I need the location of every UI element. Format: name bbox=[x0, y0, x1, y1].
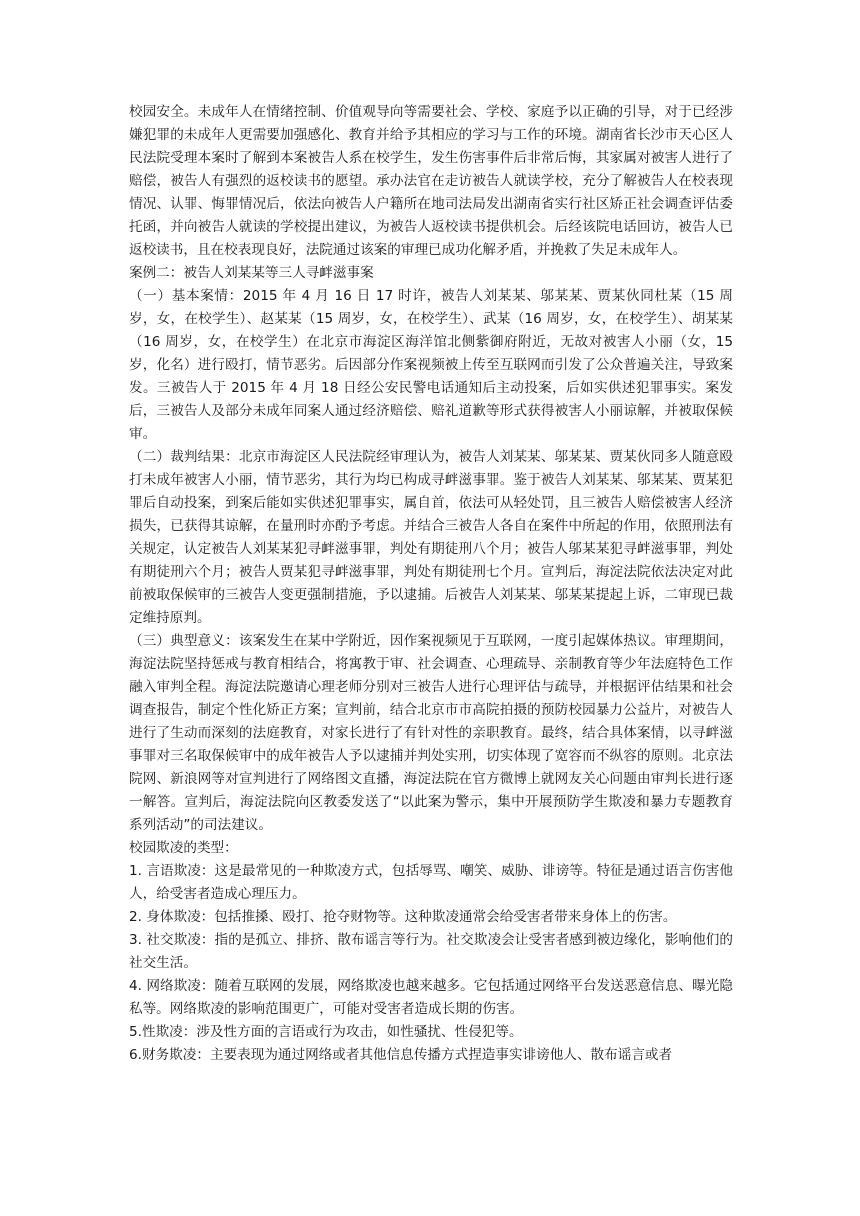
case-two-basic-facts: （一）基本案情：2015 年 4 月 16 日 17 时许，被告人刘某某、邬某某、贾某伙同杜某（15 周岁，女，在校学生）、赵某某（15 周岁，女，在校学生）、武某（16 周岁，女，在校学生）、胡某某（16 周岁，女，在校学生）在北京市海淀区海洋馆北侧紫御府附近，无故对被害人小丽（女，15 岁，化名）进行殴打，情节恶劣。后因部分作案视频被上传至互联网而引发了公众普遍关注，导致案发。三被告人于 2015 年 4 月 18 日经公安民警电话通知后主动投案，后如实供述犯罪事实。案发后，三被告人及部分未成年同案人通过经济赔偿、赔礼道歉等形式获得被害人小丽谅解，并被取保候审。 bbox=[129, 288, 733, 442]
bullying-type-financial: 6.财务欺凌：主要表现为通过网络或者其他信息传播方式捏造事实诽谤他人、散布谣言或者 bbox=[129, 1047, 673, 1063]
case-two-significance: （三）典型意义：该案发生在某中学附近，因作案视频见于互联网，一度引起媒体热议。审理期间，海淀法院坚持惩戒与教育相结合，将寓教于审、社会调查、心理疏导、亲制教育等少年法庭特色工作融入审判全程。海淀法院邀请心理老师分别对三被告人进行心理评估与疏导，并根据评估结果和社会调查报告，制定个性化矫正方案；宣判前，结合北京市市高院拍摄的预防校园暴力公益片，对被告人进行了生动而深刻的法庭教育，对家长进行了有针对性的亲职教育。最终，结合具体案情，以寻衅滋事罪对三名取保候审中的成年被告人予以逮捕并判处实刑，切实体现了宽容而不纵容的原则。北京法院网、新浪网等对宣判进行了网络图文直播，海淀法院在官方微博上就网友关心问题由审判长进行逐一解答。宣判后，海淀法院向区教委发送了“以此案为警示，集中开展预防学生欺凌和暴力专题教育系列活动”的司法建议。 bbox=[129, 633, 733, 833]
bullying-type-social: 3. 社交欺凌：指的是孤立、排挤、散布谣言等行为。社交欺凌会让受害者感到被边缘化，影响他们的社交生活。 bbox=[129, 932, 733, 971]
case-two-judgment: （二）裁判结果：北京市海淀区人民法院经审理认为，被告人刘某某、邬某某、贾某伙同多人随意殴打未成年被害人小丽，情节恶劣，其行为均已构成寻衅滋事罪。鉴于被告人刘某某、邬某某、贾某犯罪后自动投案，到案后能如实供述犯罪事实，属自首，依法可从轻处罚，且三被告人赔偿被害人经济损失，已获得其谅解，在量刑时亦酌予考虑。并结合三被告人各自在案件中所起的作用，依照刑法有关规定，认定被告人刘某某犯寻衅滋事罪，判处有期徒刑八个月；被告人邬某某犯寻衅滋事罪，判处有期徒刑六个月；被告人贾某犯寻衅滋事罪，判处有期徒刑七个月。宣判后，海淀法院依法决定对此前被取保候审的三被告人变更强制措施，予以逮捕。后被告人刘某某、邬某某提起上诉，二审现已裁定维持原判。 bbox=[129, 449, 733, 626]
document-body bbox=[129, 101, 733, 1067]
bullying-type-physical: 2. 身体欺凌：包括推搡、殴打、抢夺财物等。这种欺凌通常会给受害者带来身体上的伤害。 bbox=[129, 909, 677, 925]
paragraph-campus-safety-continuation: 校园安全。未成年人在情绪控制、价值观导向等需要社会、学校、家庭予以正确的引导，对于已经涉嫌犯罪的未成年人更需要加强感化、教育并给予其相应的学习与工作的环境。湖南省长沙市天心区人民法院受理本案时了解到本案被告人系在校学生，发生伤害事件后非常后悔，其家属对被害人进行了赔偿，被告人有强烈的返校读书的愿望。承办法官在走访被告人就读学校，充分了解被告人在校表现情况、认罪、悔罪情况后，依法向被告人户籍所在地司法局发出湖南省实行社区矫正社会调查评估委托函，并向被告人就读的学校提出建议，为被告人返校读书提供机会。后经该院电话回访，被告人已返校读书，且在校表现良好，法院通过该案的审理已成功化解矛盾，并挽救了失足未成年人。 bbox=[129, 104, 733, 258]
bullying-types-heading: 校园欺凌的类型： bbox=[129, 840, 238, 856]
bullying-type-sexual: 5.性欺凌：涉及性方面的言语或行为攻击，如性骚扰、性侵犯等。 bbox=[129, 1024, 523, 1040]
bullying-type-cyber: 4. 网络欺凌：随着互联网的发展，网络欺凌也越来越多。它包括通过网络平台发送恶意信息、曝光隐私等。网络欺凌的影响范围更广，可能对受害者造成长期的伤害。 bbox=[129, 978, 733, 1017]
case-two-heading: 案例二：被告人刘某某等三人寻衅滋事案 bbox=[129, 265, 374, 281]
bullying-type-verbal: 1. 言语欺凌：这是最常见的一种欺凌方式，包括辱骂、嘲笑、威胁、诽谤等。特征是通过语言伤害他人，给受害者造成心理压力。 bbox=[129, 863, 733, 902]
